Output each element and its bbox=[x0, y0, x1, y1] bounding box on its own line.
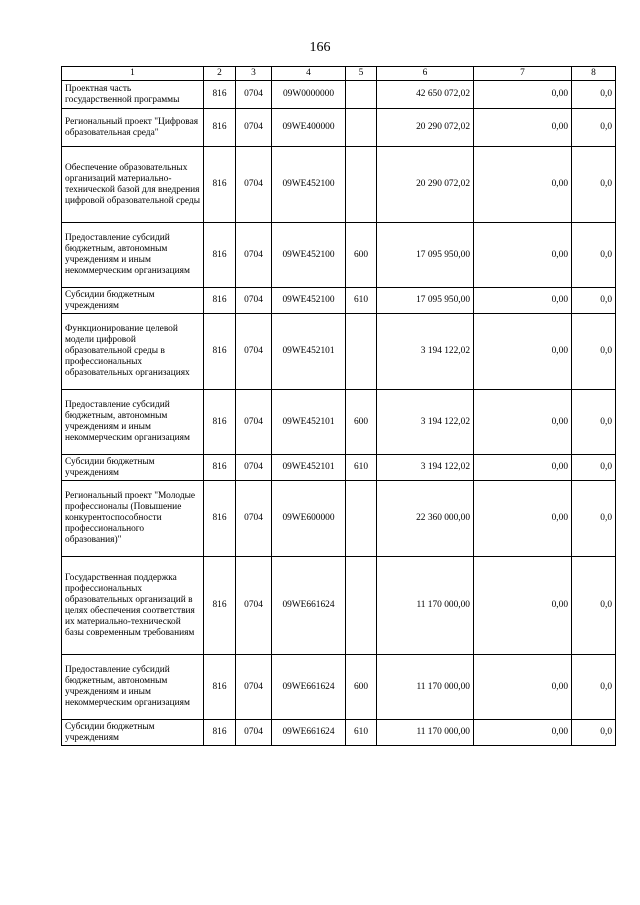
amount-cell: 0,0 bbox=[572, 557, 616, 655]
amount-cell: 11 170 000,00 bbox=[377, 720, 474, 746]
table-row bbox=[62, 147, 616, 223]
department-code-cell: 816 bbox=[204, 81, 236, 109]
table-row bbox=[62, 390, 616, 455]
amount-cell: 0,0 bbox=[572, 109, 616, 147]
amount-cell: 22 360 000,00 bbox=[377, 481, 474, 557]
budget-table bbox=[61, 66, 616, 746]
column-header: 5 bbox=[346, 67, 377, 81]
table-row bbox=[62, 655, 616, 720]
expense-type-cell: 610 bbox=[346, 720, 377, 746]
amount-cell: 42 650 072,02 bbox=[377, 81, 474, 109]
section-code-cell: 0704 bbox=[236, 455, 272, 481]
target-article-cell: 09WE452100 bbox=[272, 288, 346, 314]
table-row bbox=[62, 288, 616, 314]
expense-type-cell: 600 bbox=[346, 655, 377, 720]
section-code-cell: 0704 bbox=[236, 288, 272, 314]
amount-cell: 0,0 bbox=[572, 223, 616, 288]
amount-cell: 0,00 bbox=[474, 481, 572, 557]
expense-type-cell bbox=[346, 81, 377, 109]
department-code-cell: 816 bbox=[204, 147, 236, 223]
section-code-cell: 0704 bbox=[236, 390, 272, 455]
amount-cell: 3 194 122,02 bbox=[377, 314, 474, 390]
target-article-cell: 09WE452100 bbox=[272, 147, 346, 223]
row-name-cell: Субсидии бюджетным учреждениям bbox=[62, 720, 204, 746]
amount-cell: 0,00 bbox=[474, 109, 572, 147]
section-code-cell: 0704 bbox=[236, 314, 272, 390]
amount-cell: 3 194 122,02 bbox=[377, 390, 474, 455]
amount-cell: 0,00 bbox=[474, 557, 572, 655]
amount-cell: 0,00 bbox=[474, 390, 572, 455]
table-row bbox=[62, 81, 616, 109]
amount-cell: 11 170 000,00 bbox=[377, 557, 474, 655]
amount-cell: 0,00 bbox=[474, 720, 572, 746]
amount-cell: 0,00 bbox=[474, 455, 572, 481]
table-row bbox=[62, 455, 616, 481]
amount-cell: 17 095 950,00 bbox=[377, 223, 474, 288]
row-name-cell: Предоставление субсидий бюджетным, автономным учреждениям и иным некоммерческим организациям bbox=[62, 655, 204, 720]
department-code-cell: 816 bbox=[204, 481, 236, 557]
expense-type-cell: 610 bbox=[346, 455, 377, 481]
column-header: 1 bbox=[62, 67, 204, 81]
column-header: 8 bbox=[572, 67, 616, 81]
department-code-cell: 816 bbox=[204, 288, 236, 314]
table-row bbox=[62, 557, 616, 655]
column-header: 2 bbox=[204, 67, 236, 81]
department-code-cell: 816 bbox=[204, 557, 236, 655]
amount-cell: 3 194 122,02 bbox=[377, 455, 474, 481]
column-header: 6 bbox=[377, 67, 474, 81]
amount-cell: 0,00 bbox=[474, 655, 572, 720]
target-article-cell: 09WE400000 bbox=[272, 109, 346, 147]
target-article-cell: 09WE661624 bbox=[272, 655, 346, 720]
amount-cell: 17 095 950,00 bbox=[377, 288, 474, 314]
section-code-cell: 0704 bbox=[236, 655, 272, 720]
table-row bbox=[62, 223, 616, 288]
amount-cell: 0,0 bbox=[572, 288, 616, 314]
amount-cell: 0,00 bbox=[474, 288, 572, 314]
target-article-cell: 09W0000000 bbox=[272, 81, 346, 109]
expense-type-cell bbox=[346, 481, 377, 557]
department-code-cell: 816 bbox=[204, 390, 236, 455]
amount-cell: 20 290 072,02 bbox=[377, 147, 474, 223]
department-code-cell: 816 bbox=[204, 455, 236, 481]
amount-cell: 0,00 bbox=[474, 223, 572, 288]
table-row bbox=[62, 109, 616, 147]
expense-type-cell bbox=[346, 314, 377, 390]
row-name-cell: Предоставление субсидий бюджетным, автономным учреждениям и иным некоммерческим организациям bbox=[62, 223, 204, 288]
amount-cell: 0,00 bbox=[474, 314, 572, 390]
amount-cell: 0,0 bbox=[572, 390, 616, 455]
row-name-cell: Субсидии бюджетным учреждениям bbox=[62, 288, 204, 314]
table-row bbox=[62, 481, 616, 557]
column-header: 4 bbox=[272, 67, 346, 81]
expense-type-cell: 600 bbox=[346, 390, 377, 455]
table-body bbox=[62, 81, 616, 746]
amount-cell: 0,0 bbox=[572, 455, 616, 481]
target-article-cell: 09WE452100 bbox=[272, 223, 346, 288]
amount-cell: 0,0 bbox=[572, 314, 616, 390]
amount-cell: 0,0 bbox=[572, 81, 616, 109]
row-name-cell: Государственная поддержка профессиональных образовательных организаций в целях обеспечения соответствия их материально-технической базы современным требованиям bbox=[62, 557, 204, 655]
amount-cell: 20 290 072,02 bbox=[377, 109, 474, 147]
section-code-cell: 0704 bbox=[236, 147, 272, 223]
expense-type-cell bbox=[346, 557, 377, 655]
amount-cell: 0,0 bbox=[572, 481, 616, 557]
section-code-cell: 0704 bbox=[236, 481, 272, 557]
department-code-cell: 816 bbox=[204, 720, 236, 746]
target-article-cell: 09WE661624 bbox=[272, 557, 346, 655]
amount-cell: 11 170 000,00 bbox=[377, 655, 474, 720]
target-article-cell: 09WE600000 bbox=[272, 481, 346, 557]
section-code-cell: 0704 bbox=[236, 557, 272, 655]
column-header: 7 bbox=[474, 67, 572, 81]
amount-cell: 0,0 bbox=[572, 720, 616, 746]
amount-cell: 0,00 bbox=[474, 147, 572, 223]
table-row bbox=[62, 314, 616, 390]
expense-type-cell: 610 bbox=[346, 288, 377, 314]
row-name-cell: Региональный проект "Цифровая образовательная среда" bbox=[62, 109, 204, 147]
row-name-cell: Предоставление субсидий бюджетным, автономным учреждениям и иным некоммерческим организациям bbox=[62, 390, 204, 455]
expense-type-cell bbox=[346, 109, 377, 147]
target-article-cell: 09WE661624 bbox=[272, 720, 346, 746]
row-name-cell: Региональный проект "Молодые профессионалы (Повышение конкурентоспособности профессионального образования)" bbox=[62, 481, 204, 557]
section-code-cell: 0704 bbox=[236, 223, 272, 288]
amount-cell: 0,0 bbox=[572, 655, 616, 720]
target-article-cell: 09WE452101 bbox=[272, 455, 346, 481]
department-code-cell: 816 bbox=[204, 655, 236, 720]
row-name-cell: Проектная часть государственной программы bbox=[62, 81, 204, 109]
department-code-cell: 816 bbox=[204, 109, 236, 147]
target-article-cell: 09WE452101 bbox=[272, 390, 346, 455]
row-name-cell: Субсидии бюджетным учреждениям bbox=[62, 455, 204, 481]
target-article-cell: 09WE452101 bbox=[272, 314, 346, 390]
row-name-cell: Обеспечение образовательных организаций материально-технической базой для внедрения цифровой образовательной среды bbox=[62, 147, 204, 223]
expense-type-cell: 600 bbox=[346, 223, 377, 288]
department-code-cell: 816 bbox=[204, 314, 236, 390]
table-row bbox=[62, 720, 616, 746]
expense-type-cell bbox=[346, 147, 377, 223]
column-header: 3 bbox=[236, 67, 272, 81]
page-number: 166 bbox=[309, 40, 331, 55]
amount-cell: 0,0 bbox=[572, 147, 616, 223]
row-name-cell: Функционирование целевой модели цифровой образовательной среды в профессиональных образовательных организациях bbox=[62, 314, 204, 390]
department-code-cell: 816 bbox=[204, 223, 236, 288]
section-code-cell: 0704 bbox=[236, 109, 272, 147]
section-code-cell: 0704 bbox=[236, 720, 272, 746]
amount-cell: 0,00 bbox=[474, 81, 572, 109]
section-code-cell: 0704 bbox=[236, 81, 272, 109]
header-row bbox=[62, 67, 616, 81]
